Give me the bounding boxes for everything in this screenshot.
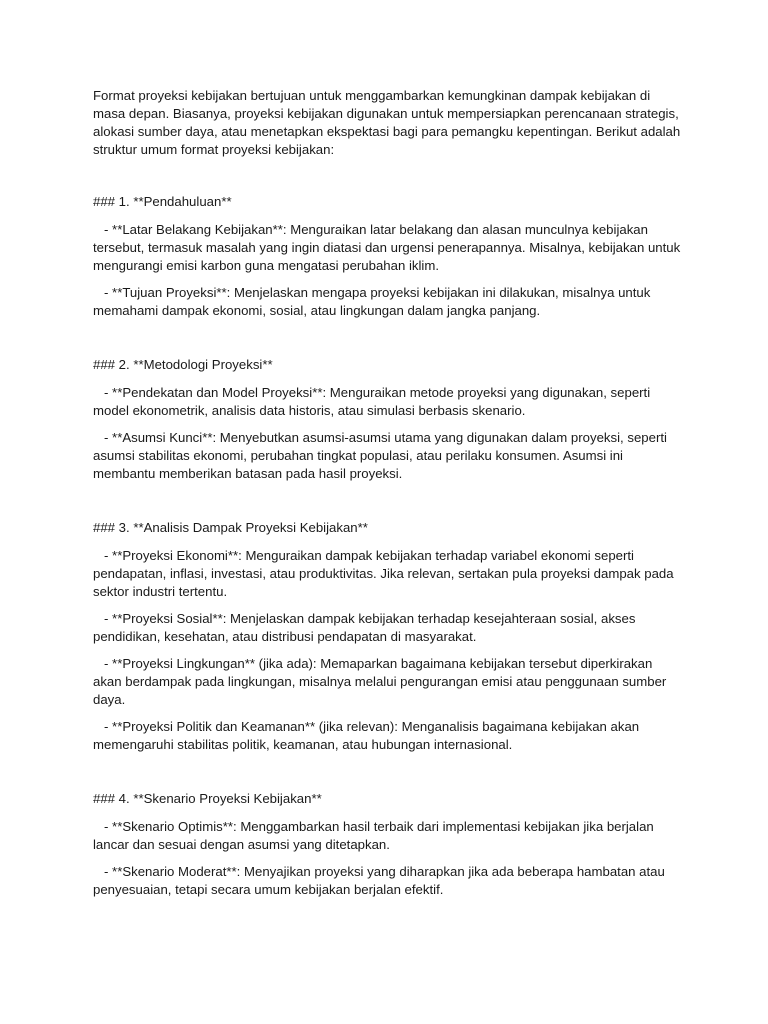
list-item: - **Proyeksi Ekonomi**: Menguraikan dampak kebijakan terhadap variabel ekonomi seperti pendapatan, inflasi, investasi, atau produktivitas. Jika relevan, sertakan pula proyeksi dampak pada sektor industri tertentu.	[93, 548, 678, 599]
list-item: - **Proyeksi Sosial**: Menjelaskan dampak kebijakan terhadap kesejahteraan sosial, akses pendidikan, kesehatan, atau distribusi pendapatan di masyarakat.	[93, 611, 640, 644]
section-heading: ### 2. **Metodologi Proyeksi**	[93, 357, 273, 372]
list-item: - **Latar Belakang Kebijakan**: Menguraikan latar belakang dan alasan munculnya kebijakan tersebut, termasuk masalah yang ingin diatasi dan urgensi penerapannya. Misalnya, kebijakan untuk mengurangi emisi karbon guna mengatasi perubahan iklim.	[93, 222, 684, 273]
list-item: - **Proyeksi Politik dan Keamanan** (jika relevan): Menganalisis bagaimana kebijakan akan memengaruhi stabilitas politik, keamanan, atau hubungan internasional.	[93, 719, 643, 752]
list-item: - **Skenario Moderat**: Menyajikan proyeksi yang diharapkan jika ada beberapa hambatan atau penyesuaian, tetapi secara umum kebijakan berjalan efektif.	[93, 864, 669, 897]
section-heading: ### 4. **Skenario Proyeksi Kebijakan**	[93, 791, 322, 806]
section-metodologi	[93, 356, 683, 483]
list-item: - **Pendekatan dan Model Proyeksi**: Menguraikan metode proyeksi yang digunakan, seperti model ekonometrik, analisis data historis, atau simulasi berbasis skenario.	[93, 385, 654, 418]
list-item: - **Tujuan Proyeksi**: Menjelaskan mengapa proyeksi kebijakan ini dilakukan, misalnya untuk memahami dampak ekonomi, sosial, atau lingkungan dalam jangka panjang.	[93, 285, 655, 318]
list-item: - **Asumsi Kunci**: Menyebutkan asumsi-asumsi utama yang digunakan dalam proyeksi, seperti asumsi stabilitas ekonomi, perubahan tingkat populasi, atau perilaku konsumen. Asumsi ini membantu memberikan batasan pada hasil proyeksi.	[93, 430, 671, 481]
section-heading: ### 3. **Analisis Dampak Proyeksi Kebijakan**	[93, 520, 368, 535]
document-page	[93, 87, 683, 908]
section-analisis-dampak	[93, 519, 683, 754]
section-pendahuluan	[93, 193, 683, 320]
section-heading: ### 1. **Pendahuluan**	[93, 194, 232, 209]
section-skenario	[93, 790, 683, 899]
list-item: - **Proyeksi Lingkungan** (jika ada): Memaparkan bagaimana kebijakan tersebut diperkirakan akan berdampak pada lingkungan, misalnya melalui pengurangan emisi atau penggunaan sumber daya.	[93, 656, 670, 707]
intro-paragraph: Format proyeksi kebijakan bertujuan untuk menggambarkan kemungkinan dampak kebijakan di masa depan. Biasanya, proyeksi kebijakan digunakan untuk mempersiapkan perencanaan strategis, alokasi sumber daya, atau menetapkan ekspektasi bagi para pemangku kepentingan. Berikut adalah struktur umum format proyeksi kebijakan:	[93, 88, 684, 157]
list-item: - **Skenario Optimis**: Menggambarkan hasil terbaik dari implementasi kebijakan jika berjalan lancar dan sesuai dengan asumsi yang ditetapkan.	[93, 819, 658, 852]
